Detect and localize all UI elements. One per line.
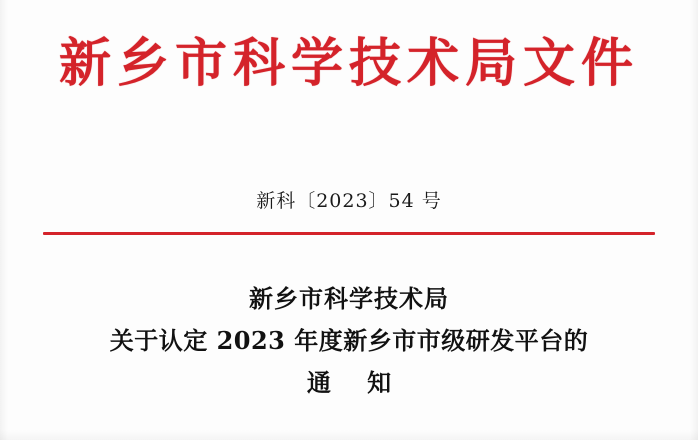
- document-title-line-subject: 关于认定 2023 年度新乡市市级研发平台的: [109, 326, 589, 355]
- scan-edge-bottom: [0, 430, 698, 440]
- document-title-line-notice: 通 知: [306, 368, 406, 397]
- document-title-block: [0, 278, 698, 404]
- document-number: 新科〔2023〕54 号: [256, 190, 442, 212]
- document-masthead-title: 新乡市科学技术局文件: [58, 33, 639, 94]
- red-divider-rule: [43, 232, 655, 235]
- document-title-line-issuer: 新乡市科学技术局: [249, 284, 449, 313]
